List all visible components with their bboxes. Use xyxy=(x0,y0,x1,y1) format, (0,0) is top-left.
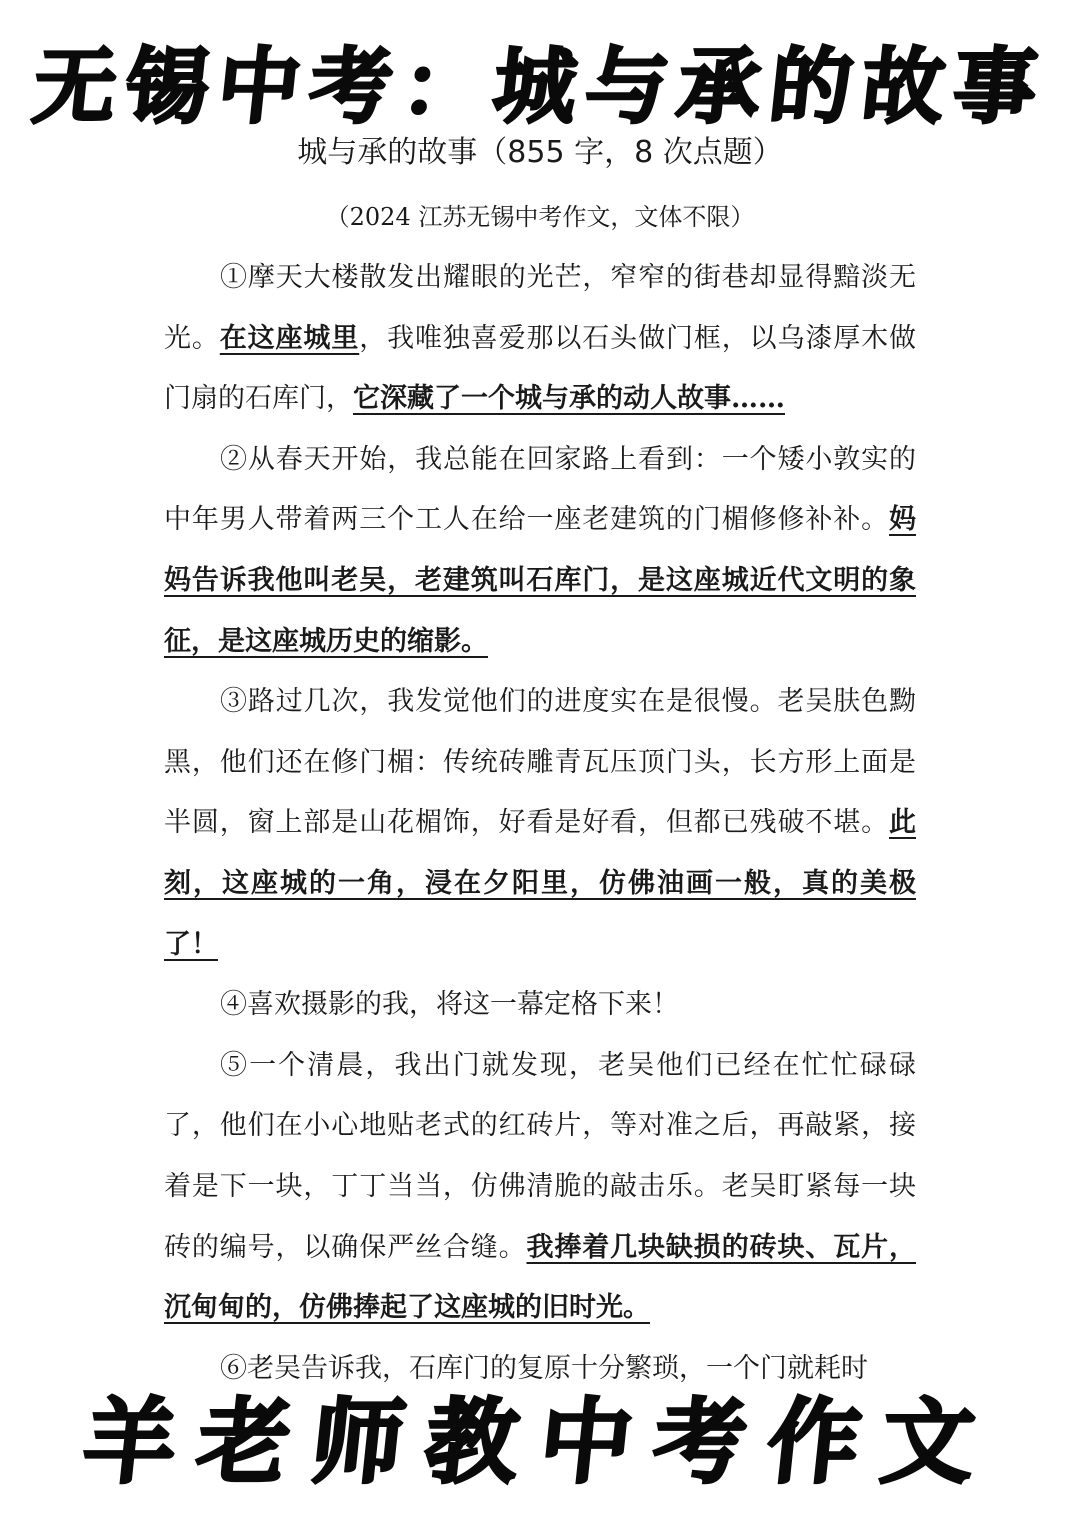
paragraph-3-highlight: 此刻，这座城的一角，浸在夕阳里，仿佛油画一般，真的美极了！ xyxy=(164,807,916,960)
essay-body xyxy=(164,248,916,1399)
paragraph-4-text: ④喜欢摄影的我，将这一幕定格下来！ xyxy=(220,989,679,1021)
paragraph-2 xyxy=(164,430,916,672)
paragraph-5-highlight: 我捧着几块缺损的砖块、瓦片，沉甸甸的，仿佛捧起了这座城的旧时光。 xyxy=(164,1231,916,1324)
essay-title: 城与承的故事（855 字，8 次点题） xyxy=(297,135,783,170)
paragraph-6-text: ⑥老吴告诉我，石库门的复原十分繁琐，一个门就耗时 xyxy=(220,1352,868,1384)
paragraph-3 xyxy=(164,672,916,975)
paragraph-2-text: ②从春天开始，我总能在回家路上看到：一个矮小敦实的中年男人带着两三个工人在给一座老建筑的门楣修修补补。 xyxy=(164,443,916,536)
paragraph-3-text: ③路过几次，我发觉他们的进度实在是很慢。老吴肤色黝黑，他们还在修门楣：传统砖雕青瓦压顶门头，长方形上面是半圆，窗上部是山花楣饰，好看是好看，但都已残破不堪。 xyxy=(164,686,916,839)
header-banner-title: 无锡中考：城与承的故事 xyxy=(29,40,1052,135)
paragraph-1-text-a: ①摩天大楼散发出耀眼的光芒，窄窄的街巷却显得黯淡无光。 xyxy=(164,262,916,354)
paragraph-1-highlight-a: 在这座城里 xyxy=(219,322,360,354)
paragraph-4 xyxy=(164,975,916,1036)
paragraph-1-highlight-b: 它深藏了一个城与承的动人故事…… xyxy=(353,383,785,415)
paragraph-1 xyxy=(164,248,916,430)
paragraph-2-highlight: 妈妈告诉我他叫老吴，老建筑叫石库门，是这座城近代文明的象征，是这座城历史的缩影。 xyxy=(164,504,916,657)
paragraph-5-text: ⑤一个清晨，我出门就发现，老吴他们已经在忙忙碌碌了，他们在小心地贴老式的红砖片，等对准之后，再敲紧，接着是下一块，丁丁当当，仿佛清脆的敲击乐。老吴盯紧每一块砖的编号，以确保严丝合缝。 xyxy=(164,1049,916,1263)
paragraph-5 xyxy=(164,1036,916,1339)
paragraph-1-text-b: ，我唯独喜爱那以石头做门框，以乌漆厚木做门扇的石库门， xyxy=(164,322,917,415)
footer-banner-title: 羊老师教中考作文 xyxy=(78,1389,1002,1496)
essay-source-note: （2024 江苏无锡中考作文，文体不限） xyxy=(325,203,755,231)
